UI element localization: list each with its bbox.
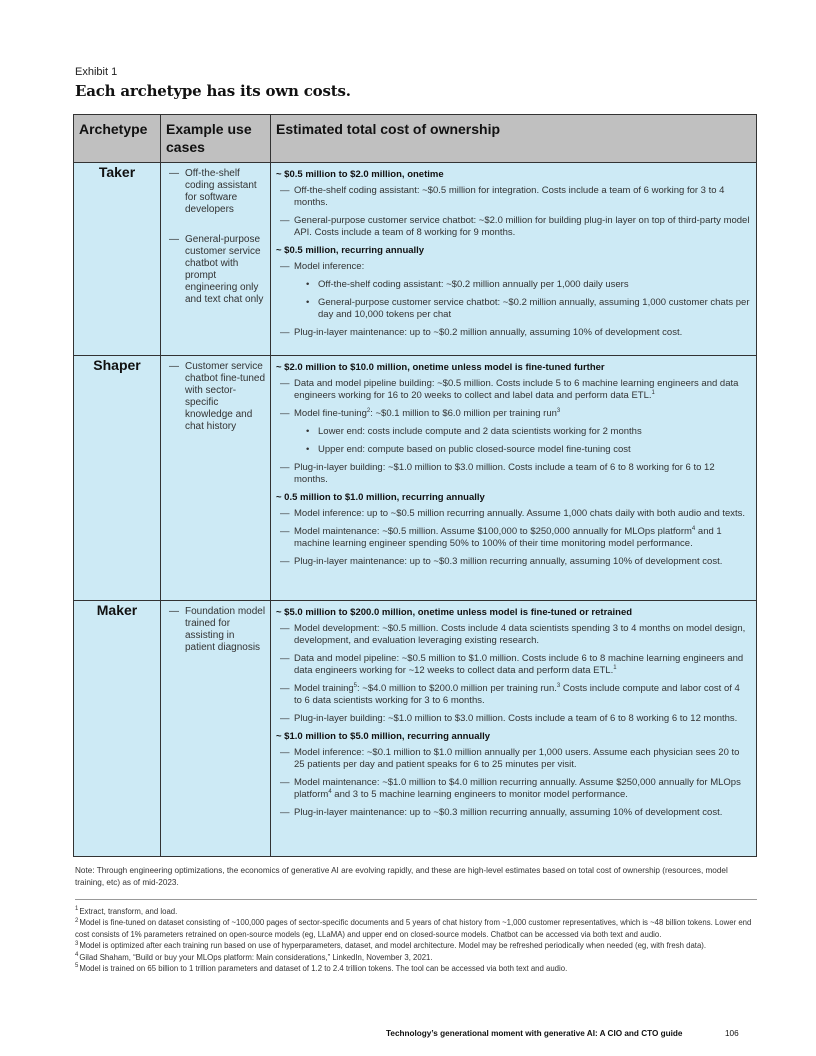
use-case-text: Customer service chatbot fine-tuned with sector-specific knowledge and chat history: [185, 361, 266, 432]
table-row-maker: [74, 601, 757, 857]
dash-marker-icon: —: [169, 168, 179, 179]
cost-text-part: General-purpose customer service chatbot: ~$2.0 million for building plug-in layer on top of third-party model API. Costs include a team of 8 working for 9 months.: [294, 215, 750, 238]
footnote: [75, 906, 757, 917]
footnote-ref: 2: [366, 407, 371, 414]
cost-item-text: [294, 807, 750, 819]
dash-marker-icon: —: [280, 713, 290, 724]
footnote-text: Model is trained on 65 billion to 1 trillion parameters and dataset of 1.2 to 2.4 trillion tokens. The tool can be accessed via both text and audio.: [79, 964, 568, 974]
cost-item-text: [294, 508, 750, 520]
dash-marker-icon: —: [280, 526, 290, 537]
cost-text-part: Plug-in-layer building: ~$1.0 million to $3.0 million. Costs include a team of 6 to 8 working for 6 to 12 months.: [294, 462, 715, 485]
cost-item-text: [318, 444, 750, 456]
cost-range-heading: ~ 0.5 million to $1.0 million, recurring annually: [276, 492, 485, 503]
footnote-ref: 4: [691, 525, 696, 532]
cost-item-text: [294, 683, 750, 707]
footnote: [75, 952, 757, 963]
cost-table: [73, 114, 757, 857]
cost-item-text: [294, 556, 750, 568]
archetype-cell: Taker: [74, 163, 161, 356]
cost-item: [276, 215, 750, 239]
cost-item: [276, 777, 750, 801]
header-estimated-cost: Estimated total cost of ownership: [271, 115, 757, 163]
cost-text-part: Model training: [294, 683, 354, 694]
table-note: Note: Through engineering optimizations, the economics of generative AI are evolving rapidly, and these are high-level estimates based on total cost of ownership (resources, model training, etc) as of mid-2023.: [75, 866, 728, 887]
cost-item-text: [294, 408, 750, 420]
cost-text-part: Upper end: compute based on public closed-source model fine-tuning cost: [318, 444, 631, 455]
bullet-marker-icon: •: [306, 444, 310, 455]
footnote-text: Extract, transform, and load.: [79, 907, 178, 916]
dash-marker-icon: —: [280, 683, 290, 694]
cost-item-text: [294, 747, 750, 771]
cost-text-part: Model maintenance: ~$0.5 million. Assume $100,000 to $250,000 annually for MLOps platform: [294, 526, 692, 537]
dash-marker-icon: —: [280, 556, 290, 567]
dash-marker-icon: —: [280, 327, 290, 338]
dash-marker-icon: —: [280, 653, 290, 664]
cost-item: [276, 653, 750, 677]
cost-cell: [271, 601, 757, 857]
cost-text-part: Model development: ~$0.5 million. Costs include 4 data scientists spending 3 to 4 months on model design, development, and evaluation leveraging existing research.: [294, 623, 746, 646]
dash-marker-icon: —: [280, 623, 290, 634]
use-case-item: [165, 234, 266, 306]
dash-marker-icon: —: [280, 408, 290, 419]
cost-item: [276, 747, 750, 771]
cost-subitem: [276, 426, 750, 438]
footnote-ref: 1: [651, 389, 655, 396]
cost-item: [276, 327, 750, 339]
cost-text-part: Plug-in-layer maintenance: up to ~$0.3 million recurring annually, assuming 10% of development cost.: [294, 556, 723, 567]
cost-item: [276, 556, 750, 568]
cost-text-part: : ~$4.0 million to $200.0 million per training run.: [357, 683, 557, 694]
table-row-taker: [74, 163, 757, 356]
cost-text-part: Costs include compute and labor cost of 4 to 6 data scientists working for 3 to 6 months.: [294, 683, 740, 706]
cost-item: [276, 526, 750, 550]
cost-subitem: [276, 444, 750, 456]
cost-item-text: [318, 426, 750, 438]
cost-text-part: : ~$0.1 million to $6.0 million per training run: [370, 408, 557, 419]
dash-marker-icon: —: [280, 777, 290, 788]
footnote-ref: 1: [613, 664, 617, 671]
dash-marker-icon: —: [169, 234, 179, 245]
table-header-row: [74, 115, 757, 163]
use-case-item: [165, 168, 266, 216]
cost-item: [276, 508, 750, 520]
cost-item: [276, 261, 750, 273]
cost-item: [276, 713, 750, 725]
dash-marker-icon: —: [280, 807, 290, 818]
dash-marker-icon: —: [280, 747, 290, 758]
cost-item-text: [294, 378, 750, 402]
cost-text-part: Model maintenance: ~$1.0 million to $4.0 million recurring annually. Assume $250,000 annually for MLOps platform: [294, 777, 741, 800]
table-row-shaper: [74, 356, 757, 601]
dash-marker-icon: —: [280, 185, 290, 196]
exhibit-title: Each archetype has its own costs.: [75, 82, 351, 100]
cost-item: [276, 462, 750, 486]
footnote: [75, 917, 757, 940]
cost-item-text: [294, 462, 750, 486]
cost-text-part: Model inference: ~$0.1 million to $1.0 million annually per 1,000 users. Assume each physician sees 20 to 25 patients per day and patient speaks for 6 to 25 minutes per visit.: [294, 747, 740, 770]
footnote-number: 2: [75, 917, 79, 924]
cost-text-part: Data and model pipeline building: ~$0.5 million. Costs include 5 to 6 machine learning engineers and data engineers working for 16 to 20 weeks to collect and label data and perform data ETL.: [294, 378, 739, 401]
cost-text-part: Data and model pipeline: ~$0.5 million to $1.0 million. Costs include 6 to 8 machine learning engineers and data engineers working for ~12 weeks to collect data and perform data ETL.: [294, 653, 744, 676]
footnote-number: 3: [75, 940, 79, 947]
cost-item-text: [294, 327, 750, 339]
header-archetype: Archetype: [74, 115, 161, 163]
cost-item-text: [318, 297, 750, 321]
use-cases-cell: [161, 163, 271, 356]
footnote-ref: 3: [556, 682, 561, 689]
cost-range-heading: ~ $5.0 million to $200.0 million, onetime unless model is fine-tuned or retrained: [276, 607, 633, 618]
cost-item-text: [294, 777, 750, 801]
use-case-item: [165, 606, 266, 654]
use-case-text: Foundation model trained for assisting in patient diagnosis: [185, 606, 266, 653]
footnote-number: 4: [75, 952, 79, 959]
cost-text-part: and 3 to 5 machine learning engineers to monitor model performance.: [331, 789, 628, 800]
bullet-marker-icon: •: [306, 279, 310, 290]
cost-text-part: Model fine-tuning: [294, 408, 367, 419]
page-number: 106: [725, 1029, 739, 1038]
bullet-marker-icon: •: [306, 426, 310, 437]
exhibit-label: Exhibit 1: [75, 66, 118, 78]
use-case-text: General-purpose customer service chatbot with prompt engineering only and text chat only: [185, 234, 264, 305]
cost-item-text: [294, 261, 750, 273]
footnote-number: 5: [75, 963, 79, 970]
footnote-text: Model is fine-tuned on dataset consisting of ~100,000 pages of sector-specific documents and 5 years of chat history from ~1,000 customer representatives, which is ~48 billion tokens. Lower end cost consists of 1% parameters retrained on open-source models (eg, LLaMA) and upper end on closed-source models. Chatbot can be accessed via both text and audio.: [75, 918, 752, 939]
footnote-number: 1: [75, 906, 79, 913]
cost-range-heading: ~ $0.5 million to $2.0 million, onetime: [276, 169, 444, 180]
cost-item: [276, 185, 750, 209]
cost-item: [276, 807, 750, 819]
cost-text-part: Plug-in-layer maintenance: up to ~$0.3 million recurring annually, assuming 10% of development cost.: [294, 807, 723, 818]
dash-marker-icon: —: [280, 462, 290, 473]
footnotes: [75, 906, 757, 974]
footnote-ref: 4: [328, 788, 332, 795]
cost-item-text: [294, 185, 750, 209]
cost-item: [276, 683, 750, 707]
cost-cell: [271, 356, 757, 601]
cost-text-part: Model inference:: [294, 261, 365, 272]
cost-text-part: Plug-in-layer building: ~$1.0 million to $3.0 million. Costs include a team of 6 to 8 working 6 to 12 months.: [294, 713, 738, 724]
cost-item-text: [294, 526, 750, 550]
cost-text-part: Off-the-shelf coding assistant: ~$0.2 million annually per 1,000 daily users: [318, 279, 629, 290]
footnote: [75, 940, 757, 951]
dash-marker-icon: —: [280, 378, 290, 389]
cost-item-text: [294, 713, 750, 725]
cost-subitem: [276, 279, 750, 291]
archetype-cell: Shaper: [74, 356, 161, 601]
footnote: [75, 963, 757, 974]
footnote-ref: 5: [353, 682, 358, 689]
cost-text-part: Lower end: costs include compute and 2 data scientists working for 2 months: [318, 426, 642, 437]
use-case-item: [165, 361, 266, 433]
dash-marker-icon: —: [280, 508, 290, 519]
use-cases-cell: [161, 356, 271, 601]
use-cases-cell: [161, 601, 271, 857]
cost-text-part: Plug-in-layer maintenance: up to ~$0.2 million annually, assuming 10% of development cost.: [294, 327, 683, 338]
footnote-ref: 3: [556, 407, 561, 414]
cost-range-heading: ~ $1.0 million to $5.0 million, recurring annually: [276, 731, 491, 742]
cost-text-part: Model inference: up to ~$0.5 million recurring annually. Assume 1,000 chats daily with both audio and texts.: [294, 508, 746, 519]
cost-item-text: [294, 623, 750, 647]
cost-subitem: [276, 297, 750, 321]
footnote-text: Gilad Shaham, “Build or buy your MLOps platform: Main considerations,” LinkedIn, November 3, 2021.: [79, 952, 433, 962]
cost-text-part: General-purpose customer service chatbot: ~$0.2 million annually, assuming 1,000 customer chats per day and 10,000 tokens per chat: [318, 297, 750, 320]
archetype-cell: Maker: [74, 601, 161, 857]
dash-marker-icon: —: [169, 361, 179, 372]
cost-item-text: [294, 653, 750, 677]
cost-item-text: [318, 279, 750, 291]
dash-marker-icon: —: [169, 606, 179, 617]
cost-item: [276, 378, 750, 402]
cost-cell: [271, 163, 757, 356]
cost-item-text: [294, 215, 750, 239]
page-footer-title: Technology’s generational moment with generative AI: A CIO and CTO guide: [386, 1029, 683, 1038]
header-example-use-cases: Example use cases: [161, 115, 271, 163]
dash-marker-icon: —: [280, 215, 290, 226]
cost-item: [276, 623, 750, 647]
footnote-divider: [75, 899, 757, 900]
footnote-text: Model is optimized after each training run based on use of hyperparameters, dataset, and model architecture. Model may be refreshed periodically when needed (eg, with fresh data).: [79, 941, 707, 951]
dash-marker-icon: —: [280, 261, 290, 272]
bullet-marker-icon: •: [306, 297, 310, 308]
cost-text-part: and 1 machine learning engineer spending 50% to 100% of their time monitoring model performance.: [294, 526, 722, 549]
use-case-text: Off-the-shelf coding assistant for software developers: [185, 168, 257, 215]
cost-range-heading: ~ $0.5 million, recurring annually: [276, 245, 425, 256]
cost-item: [276, 408, 750, 420]
cost-text-part: Off-the-shelf coding assistant: ~$0.5 million for integration. Costs include a team of 6 working for 3 to 4 months.: [294, 185, 725, 208]
cost-range-heading: ~ $2.0 million to $10.0 million, onetime unless model is fine-tuned further: [276, 362, 605, 373]
